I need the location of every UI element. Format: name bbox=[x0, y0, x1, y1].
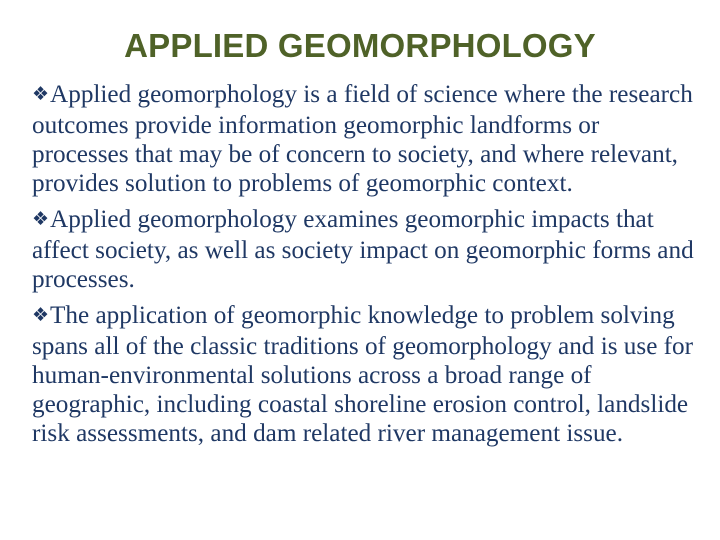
bullet-text: Applied geomorphology is a field of science where the research outcomes provide information geomorphic landforms or processes that may be of concern to society, and where relevant, provides solution to problems of geomorphic context. bbox=[32, 81, 693, 197]
bullet-text: Applied geomorphology examines geomorphic impacts that affect society, as well as society impact on geomorphic forms and processes. bbox=[32, 206, 694, 293]
bullet-text: The application of geomorphic knowledge to problem solving spans all of the classic traditions of geomorphology and is use for human-environmental solutions across a broad range of geographic, including coastal shoreline erosion control, landslide risk assessments, and dam related river management issue. bbox=[32, 302, 694, 447]
bullet-item bbox=[32, 205, 700, 294]
bullet-item bbox=[32, 301, 700, 448]
diamond-cluster-icon: ❖ bbox=[32, 83, 50, 105]
slide-title: APPLIED GEOMORPHOLOGY bbox=[124, 27, 596, 64]
diamond-cluster-icon: ❖ bbox=[32, 304, 50, 326]
bullet-item bbox=[32, 80, 700, 198]
diamond-cluster-icon: ❖ bbox=[32, 208, 50, 230]
bullet-list bbox=[32, 80, 700, 455]
